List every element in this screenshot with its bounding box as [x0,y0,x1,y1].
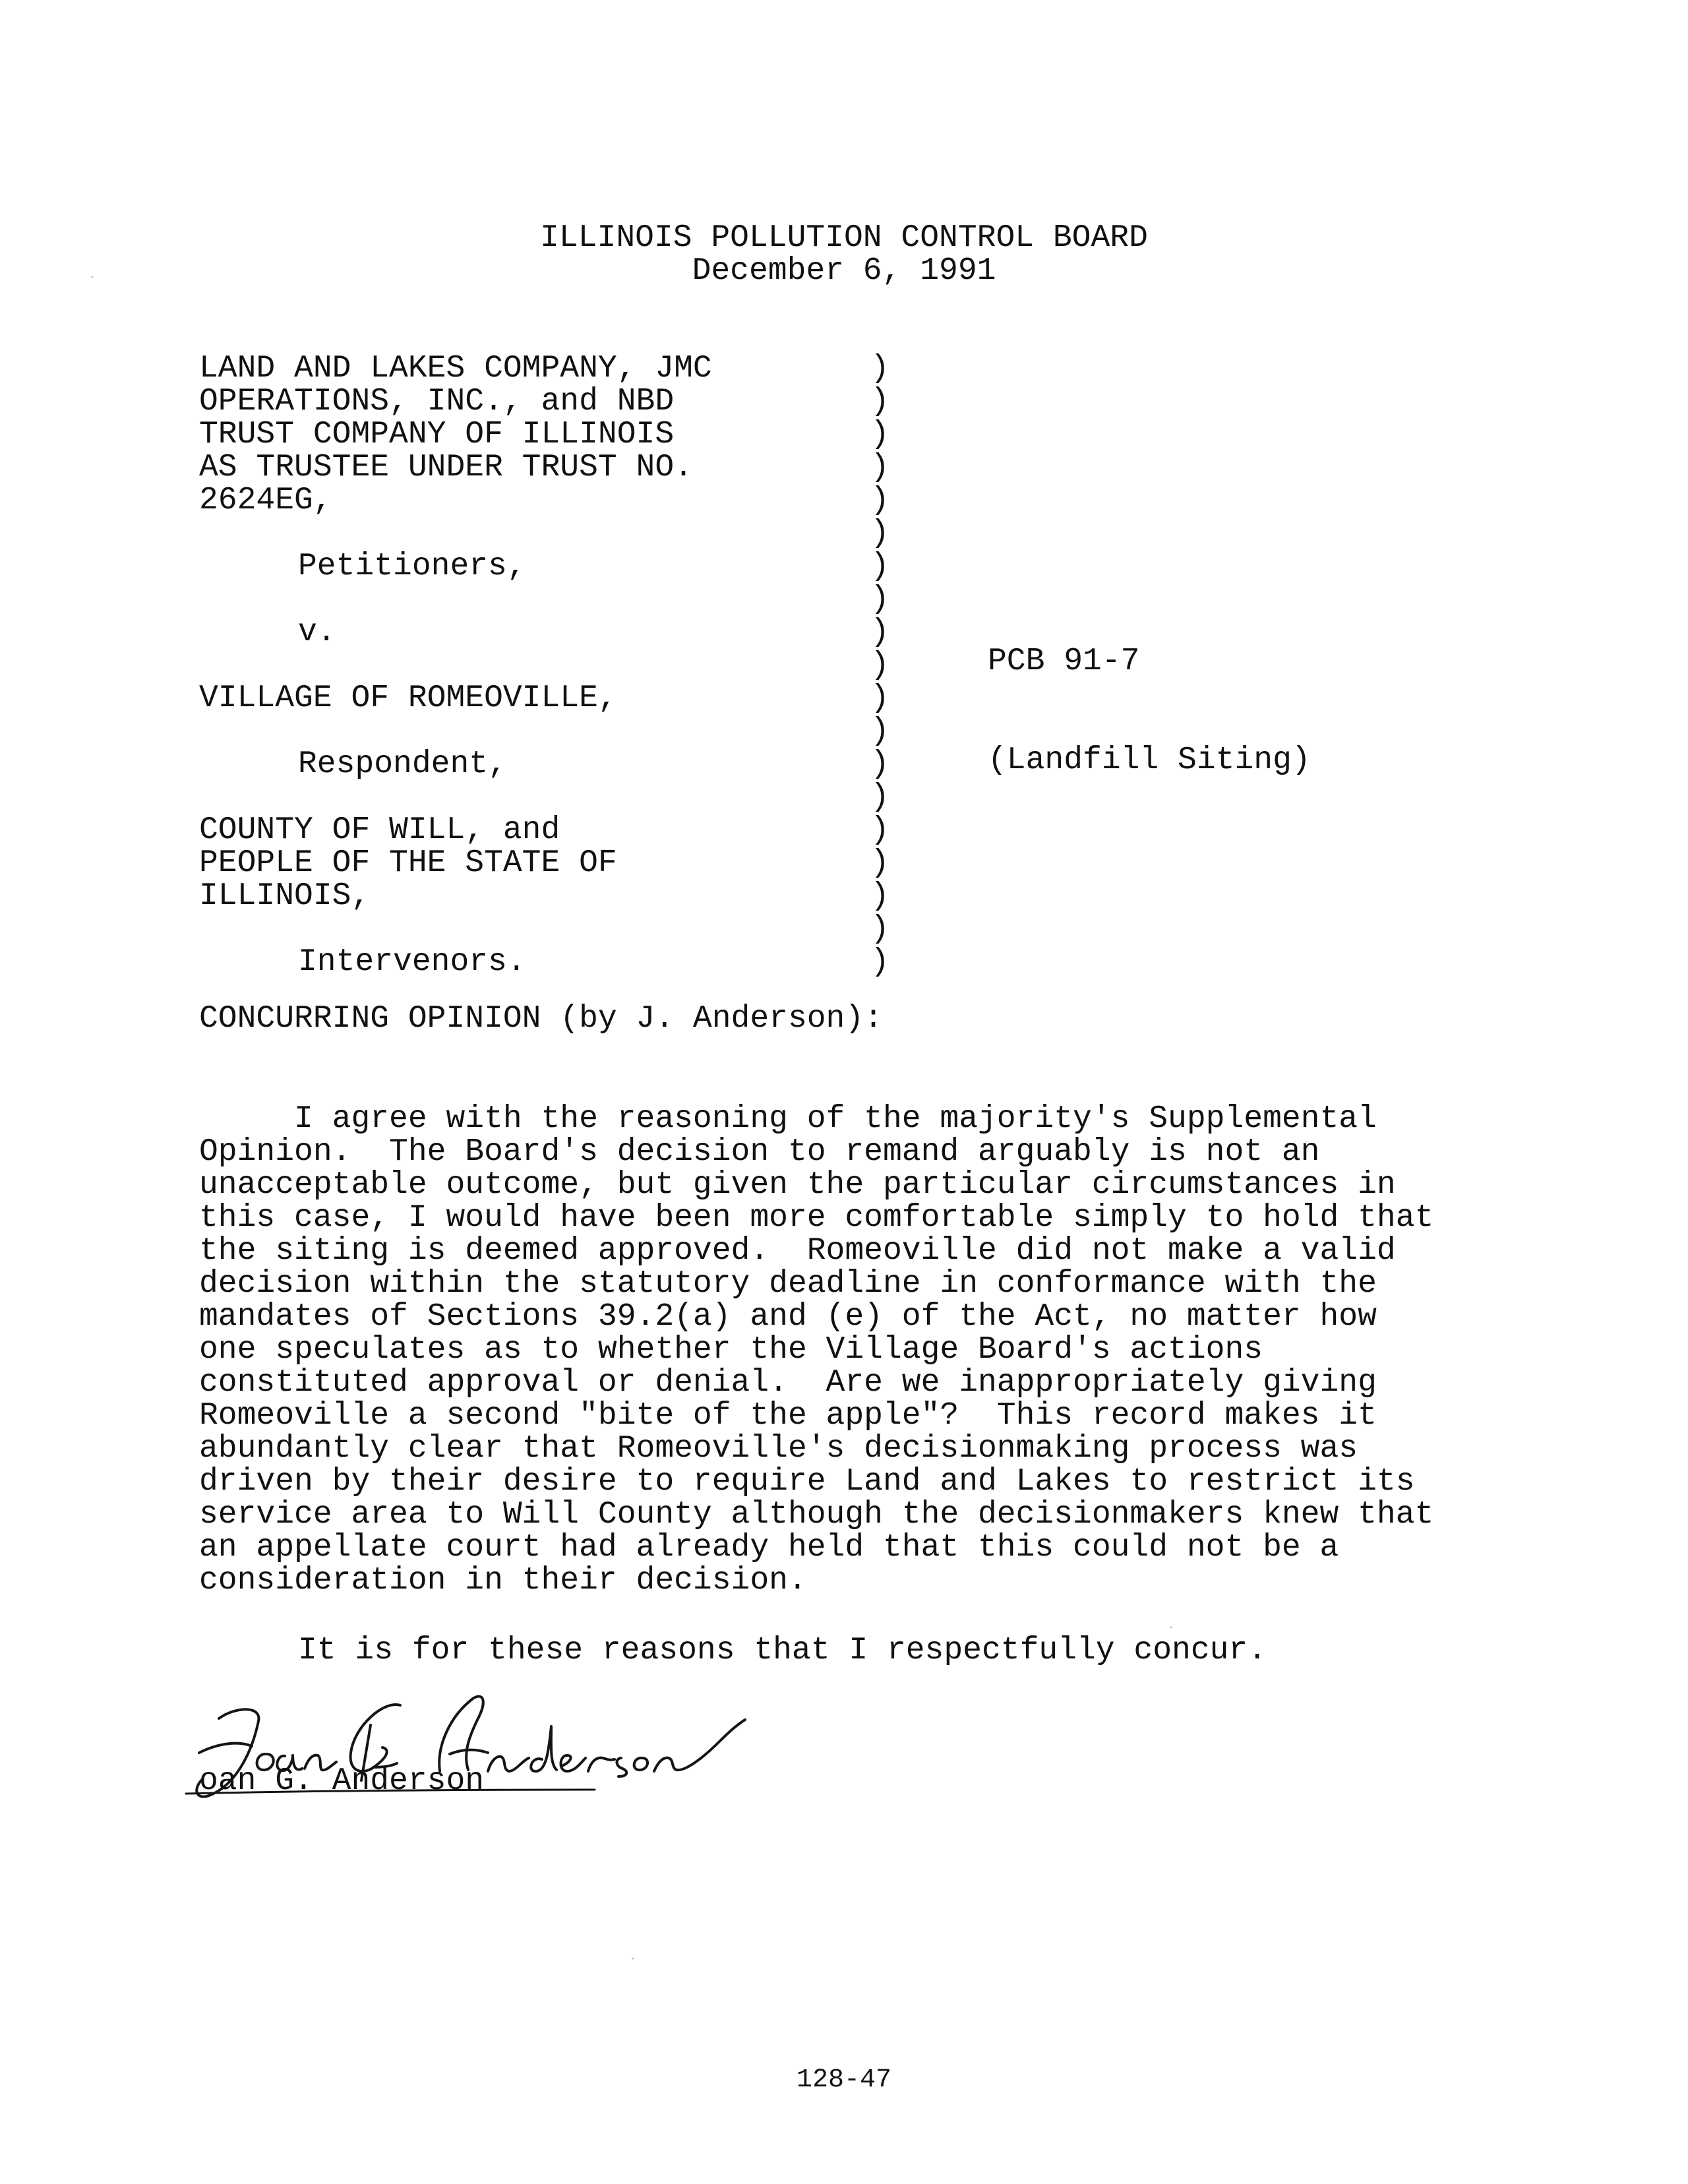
intervenor-line: ILLINOIS, [199,878,371,914]
body-line: driven by their desire to require Land and Lakes to restrict its [199,1464,1415,1500]
case-number: PCB 91-7 [988,644,1140,679]
caption-paren: ) [870,450,889,485]
body-line: decision within the statutory deadline in conformance with the [199,1266,1377,1302]
petitioner-line: TRUST COMPANY OF ILLINOIS [199,417,675,452]
body-line: Romeoville a second "bite of the apple"? This record makes it [199,1398,1377,1434]
caption-paren: ) [870,812,889,848]
petitioner-line: 2624EG, [199,483,332,518]
caption-paren: ) [870,615,889,650]
body-line: service area to Will County although the decisionmakers knew that [199,1497,1434,1532]
caption-paren: ) [870,878,889,914]
caption-paren: ) [870,911,889,947]
closing-sentence: It is for these reasons that I respectfully concur. [298,1633,1267,1668]
body-line: this case, I would have been more comfortable simply to hold that [199,1200,1434,1236]
caption-paren: ) [870,483,889,518]
respondent-role: Respondent, [298,746,507,782]
agency-name: ILLINOIS POLLUTION CONTROL BOARD [540,220,1148,256]
caption-paren: ) [870,713,889,749]
petitioners-role: Petitioners, [298,549,526,584]
caption-paren: ) [870,681,889,716]
intervenor-line: PEOPLE OF THE STATE OF [199,845,617,881]
body-line: consideration in their decision. [199,1563,807,1598]
respondent-name: VILLAGE OF ROMEOVILLE, [199,681,617,716]
body-line: abundantly clear that Romeoville's decisionmaking process was [199,1431,1358,1467]
caption-paren: ) [870,549,889,584]
petitioner-line: OPERATIONS, INC., and NBD [199,384,675,419]
versus-label: v. [298,615,336,650]
petitioner-line: AS TRUSTEE UNDER TRUST NO. [199,450,693,485]
caption-paren: ) [870,944,889,980]
body-line: constituted approval or denial. Are we inappropriately giving [199,1365,1377,1401]
signer-typed-name: oan G. Anderson [199,1763,485,1799]
caption-paren: ) [870,648,889,683]
body-line: unacceptable outcome, but given the particular circumstances in [199,1167,1396,1203]
page-number: 128-47 [796,2065,892,2095]
body-line: one speculates as to whether the Village Board's actions [199,1332,1263,1368]
document-date: December 6, 1991 [692,253,996,289]
caption-paren: ) [870,351,889,386]
body-line: Opinion. The Board's decision to remand arguably is not an [199,1134,1320,1170]
body-line: I agree with the reasoning of the majority's Supplemental [199,1101,1377,1137]
caption-paren: ) [870,417,889,452]
caption-paren: ) [870,516,889,551]
caption-paren: ) [870,746,889,782]
body-line: an appellate court had already held that this could not be a [199,1530,1339,1565]
opinion-heading: CONCURRING OPINION (by J. Anderson): [199,1001,883,1037]
caption-paren: ) [870,845,889,881]
intervenor-line: COUNTY OF WILL, and [199,812,560,848]
body-line: mandates of Sections 39.2(a) and (e) of the Act, no matter how [199,1299,1377,1335]
caption-paren: ) [870,384,889,419]
body-line: the siting is deemed approved. Romeoville did not make a valid [199,1233,1396,1269]
caption-paren: ) [870,582,889,617]
case-type: (Landfill Siting) [988,743,1311,778]
petitioner-line: LAND AND LAKES COMPANY, JMC [199,351,712,386]
intervenors-role: Intervenors. [298,944,526,980]
caption-paren: ) [870,779,889,815]
